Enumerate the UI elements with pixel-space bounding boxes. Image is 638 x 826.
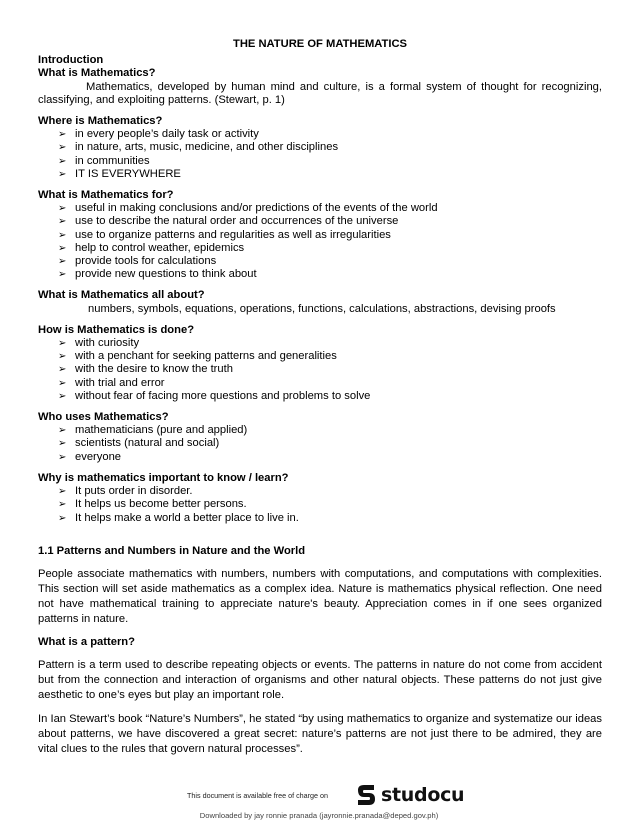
about-heading: What is Mathematics all about? <box>38 289 205 302</box>
list-item <box>58 485 602 498</box>
arrow-bullet-icon: ➢ <box>58 155 67 167</box>
list-item <box>58 255 602 268</box>
list-item-text: without fear of facing more questions and problems to solve <box>75 389 371 402</box>
list-item <box>58 155 602 168</box>
list-item-text: with a penchant for seeking patterns and generalities <box>75 350 337 363</box>
list-item-text: with trial and error <box>75 376 165 389</box>
for-heading: What is Mathematics for? <box>38 189 174 202</box>
list-item <box>58 141 602 154</box>
list-item-text: in every people’s daily task or activity <box>75 128 259 141</box>
arrow-bullet-icon: ➢ <box>58 512 67 524</box>
list-item <box>58 437 602 450</box>
document-page <box>38 38 602 757</box>
list-item <box>58 337 602 350</box>
where-list <box>38 128 602 181</box>
who-heading: Who uses Mathematics? <box>38 411 169 424</box>
list-item-text: provide new questions to think about <box>75 268 257 281</box>
list-item <box>58 498 602 511</box>
arrow-bullet-icon: ➢ <box>58 451 67 463</box>
list-item-text: It helps us become better persons. <box>75 498 247 511</box>
list-item <box>58 229 602 242</box>
arrow-bullet-icon: ➢ <box>58 203 67 215</box>
arrow-bullet-icon: ➢ <box>58 256 67 268</box>
list-item-text: in communities <box>75 154 150 167</box>
studocu-footer <box>0 783 638 813</box>
list-item <box>58 350 602 363</box>
arrow-bullet-icon: ➢ <box>58 377 67 389</box>
section-1-1-para3: In Ian Stewart’s book “Nature’s Numbers”, he stated “by using mathematics to organize and systematize our ideas about patterns, we have discovered a great secret: nature’s patterns are not just there to be admired, they are vital clues to the rules that govern natural processes”. <box>38 713 602 756</box>
list-item <box>58 390 602 403</box>
arrow-bullet-icon: ➢ <box>58 390 67 402</box>
arrow-bullet-icon: ➢ <box>58 229 67 241</box>
arrow-bullet-icon: ➢ <box>58 425 67 437</box>
arrow-bullet-icon: ➢ <box>58 168 67 180</box>
why-list <box>38 485 602 525</box>
list-item-text: mathematicians (pure and applied) <box>75 424 248 437</box>
list-item <box>58 128 602 141</box>
list-item <box>58 512 602 525</box>
list-item-text: help to control weather, epidemics <box>75 241 245 254</box>
arrow-bullet-icon: ➢ <box>58 364 67 376</box>
list-item-text: It puts order in disorder. <box>75 485 193 498</box>
list-item <box>58 268 602 281</box>
arrow-bullet-icon: ➢ <box>58 486 67 498</box>
studocu-logo-text: studocu <box>381 784 465 806</box>
list-item <box>58 424 602 437</box>
list-item <box>58 451 602 464</box>
list-item <box>58 377 602 390</box>
about-text: numbers, symbols, equations, operations, functions, calculations, abstractions, devising proofs <box>88 302 556 315</box>
document-title: THE NATURE OF MATHEMATICS <box>232 38 407 50</box>
list-item-text: scientists (natural and social) <box>75 437 220 450</box>
arrow-bullet-icon: ➢ <box>58 269 67 281</box>
what-is-math-heading: What is Mathematics? <box>38 67 156 80</box>
list-item-text: It helps make a world a better place to live in. <box>75 511 299 524</box>
studocu-logo-icon <box>354 783 378 807</box>
why-heading: Why is mathematics important to know / learn? <box>38 471 289 484</box>
how-heading: How is Mathematics is done? <box>38 323 195 336</box>
arrow-bullet-icon: ➢ <box>58 338 67 350</box>
list-item-text: useful in making conclusions and/or predictions of the events of the world <box>75 202 438 215</box>
intro-heading: Introduction <box>38 54 104 67</box>
list-item-text: with the desire to know the truth <box>75 363 233 376</box>
arrow-bullet-icon: ➢ <box>58 499 67 511</box>
where-heading: Where is Mathematics? <box>38 115 163 128</box>
intro-text: Mathematics, developed by human mind and culture, is a formal system of thought for recognizing, classifying, and exploiting patterns. (Stewart, p. 1) <box>38 80 602 106</box>
availability-text: This document is available free of charge on <box>187 791 329 800</box>
for-list <box>38 202 602 281</box>
list-item <box>58 242 602 255</box>
list-item <box>58 202 602 215</box>
arrow-bullet-icon: ➢ <box>58 216 67 228</box>
section-1-1-para1: People associate mathematics with numbers, numbers with computations, and computations with complexities. This section will set aside mathematics as a complex idea. Nature is mathematics physical reflection. One need not have mathematical training to appreciate nature's beauty. Appreciation comes in if one sees organized patterns in nature. <box>38 567 602 625</box>
pattern-heading: What is a pattern? <box>38 635 135 648</box>
list-item-text: with curiosity <box>75 337 140 350</box>
how-list <box>38 337 602 403</box>
list-item <box>58 168 602 181</box>
download-notice: Downloaded by jay ronnie pranada (jayronnie.pranada@deped.gov.ph) <box>199 811 439 820</box>
list-item-text: use to organize patterns and regularities as well as irregularities <box>75 228 391 241</box>
arrow-bullet-icon: ➢ <box>58 351 67 363</box>
arrow-bullet-icon: ➢ <box>58 242 67 254</box>
arrow-bullet-icon: ➢ <box>58 129 67 141</box>
arrow-bullet-icon: ➢ <box>58 438 67 450</box>
list-item-text: use to describe the natural order and occurrences of the universe <box>75 215 399 228</box>
studocu-logo-link[interactable] <box>354 783 464 807</box>
who-list <box>38 424 602 464</box>
list-item-text: provide tools for calculations <box>75 255 217 268</box>
list-item-text: everyone <box>75 450 122 463</box>
list-item-text: in nature, arts, music, medicine, and other disciplines <box>75 141 339 154</box>
section-1-1-heading: 1.1 Patterns and Numbers in Nature and the World <box>38 544 306 557</box>
arrow-bullet-icon: ➢ <box>58 142 67 154</box>
list-item <box>58 215 602 228</box>
section-1-1-para2: Pattern is a term used to describe repeating objects or events. The patterns in nature do not come from accident but from the connection and interaction of organisms and other natural objects. These patterns do not just give aesthetic to one’s eyes but play an important role. <box>38 659 602 702</box>
list-item <box>58 363 602 376</box>
list-item-text: IT IS EVERYWHERE <box>75 167 181 180</box>
